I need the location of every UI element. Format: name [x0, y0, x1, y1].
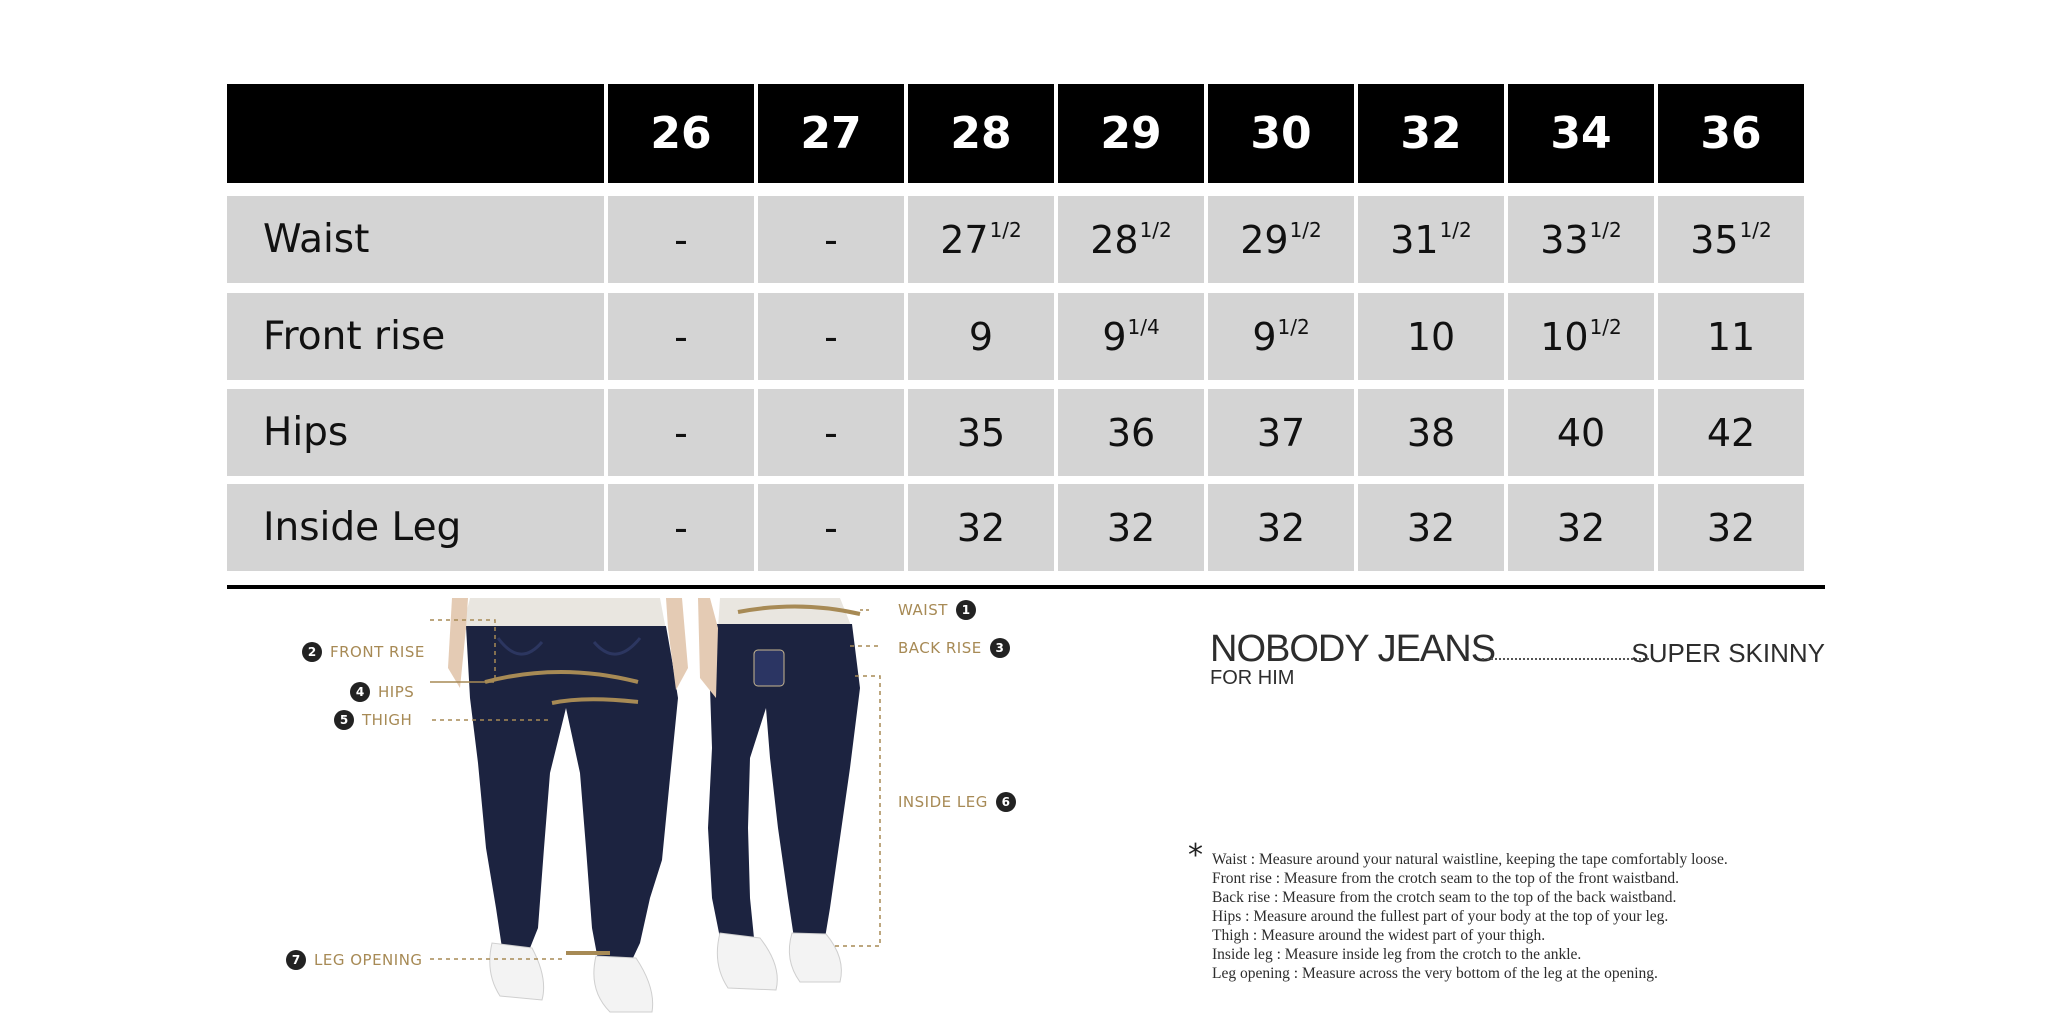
measurement-cell	[908, 389, 1054, 476]
header-blank-cell	[227, 84, 604, 183]
measurement-value: 9	[1252, 314, 1277, 359]
measurement-value: 9	[968, 314, 994, 359]
measurement-cell	[1658, 484, 1804, 571]
measurement-fraction: 1/4	[1127, 314, 1160, 339]
note-line: Back rise : Measure from the crotch seam to the top of the back waistband.	[1212, 889, 1677, 906]
callout-inside-leg	[898, 792, 1024, 812]
note-line: Waist : Measure around your natural waistline, keeping the tape comfortably loose.	[1212, 851, 1728, 868]
measurement-value: 36	[1106, 410, 1156, 455]
measurement-value: 32	[956, 505, 1006, 550]
measurement-cell	[608, 293, 754, 380]
callout-back-rise	[898, 638, 1018, 658]
measurement-value: 32	[1106, 505, 1156, 550]
measurement-value: 10	[1406, 314, 1456, 359]
row-label: Waist	[227, 196, 604, 283]
dotted-leader	[1482, 658, 1649, 660]
callout-label: LEG OPENING	[314, 951, 423, 969]
callout-number-badge: 2	[302, 642, 322, 662]
measurement-fraction: 1/2	[1739, 217, 1772, 242]
measurement-cell	[908, 484, 1054, 571]
measurement-value: 11	[1706, 314, 1756, 359]
measurement-fraction: 1/2	[989, 217, 1022, 242]
callout-hips	[342, 682, 414, 702]
measurement-cell	[1358, 389, 1504, 476]
measurement-fraction: 1/2	[1289, 217, 1322, 242]
row-label: Front rise	[227, 293, 604, 380]
measurement-value: 31	[1390, 217, 1439, 262]
callout-leg-opening	[278, 950, 423, 970]
measurement-cell	[1208, 389, 1354, 476]
measurement-fraction: 1/2	[1589, 314, 1622, 339]
measurement-value: -	[674, 410, 688, 455]
measurement-value: -	[674, 505, 688, 550]
asterisk-icon: *	[1188, 838, 1203, 873]
callout-label: FRONT RISE	[330, 643, 425, 661]
measurement-cell	[1058, 196, 1204, 283]
front-view-figure	[448, 598, 688, 1012]
callout-number-badge: 3	[990, 638, 1010, 658]
callout-label: HIPS	[378, 683, 415, 701]
measurement-value: 32	[1556, 505, 1606, 550]
measurement-cell	[1658, 196, 1804, 283]
size-header: 26	[608, 84, 754, 183]
measurement-cell	[1058, 484, 1204, 571]
size-header: 34	[1508, 84, 1654, 183]
note-line: Leg opening : Measure across the very bottom of the leg at the opening.	[1212, 965, 1658, 982]
brand-name: NOBODY JEANS	[1210, 628, 1496, 670]
measurement-value: 32	[1256, 505, 1306, 550]
measurement-value: 38	[1406, 410, 1456, 455]
measurement-cell	[1058, 293, 1204, 380]
notes-list	[1212, 850, 1848, 983]
measurement-value: 9	[1102, 314, 1127, 359]
measurement-value: 32	[1706, 505, 1756, 550]
measurement-cell	[1358, 196, 1504, 283]
measurement-value: 37	[1256, 410, 1306, 455]
callout-number-badge: 6	[996, 792, 1016, 812]
note-line: Inside leg : Measure inside leg from the crotch to the ankle.	[1212, 946, 1582, 963]
measurement-fraction: 1/2	[1589, 217, 1622, 242]
size-header: 32	[1358, 84, 1504, 183]
measurement-value: 33	[1540, 217, 1589, 262]
measurement-cell	[1208, 484, 1354, 571]
measurement-cell	[1208, 293, 1354, 380]
measurement-cell	[1058, 389, 1204, 476]
callout-label: BACK RISE	[898, 639, 982, 657]
measurement-fraction: 1/2	[1139, 217, 1172, 242]
row-label: Inside Leg	[227, 484, 604, 571]
callout-number-badge: 1	[956, 600, 976, 620]
brand-subtitle: FOR HIM	[1210, 667, 1295, 689]
callout-front-rise	[294, 642, 425, 662]
callout-thigh	[326, 710, 412, 730]
measurement-value: 32	[1406, 505, 1456, 550]
measurement-cell	[1358, 484, 1504, 571]
callout-number-badge: 4	[350, 682, 370, 702]
measurement-cell	[1508, 484, 1654, 571]
measurement-value: 27	[940, 217, 989, 262]
measurement-cell	[1508, 389, 1654, 476]
measurement-cell	[1508, 293, 1654, 380]
size-header: 29	[1058, 84, 1204, 183]
fit-name: SUPER SKINNY	[1631, 638, 1825, 668]
callout-number-badge: 5	[334, 710, 354, 730]
measurement-cell	[1508, 196, 1654, 283]
measurement-cell	[608, 196, 754, 283]
brand-block	[1210, 628, 1825, 690]
measurement-value: 35	[956, 410, 1006, 455]
measurement-cell	[758, 484, 904, 571]
measurement-cell	[1358, 293, 1504, 380]
back-view-figure	[698, 598, 860, 990]
callout-waist	[898, 600, 984, 620]
size-header: 28	[908, 84, 1054, 183]
measurement-value: -	[824, 410, 838, 455]
measurement-cell	[1658, 389, 1804, 476]
measurement-cell	[908, 196, 1054, 283]
note-line: Front rise : Measure from the crotch seam to the top of the front waistband.	[1212, 870, 1680, 887]
table-divider	[227, 585, 1825, 589]
measurement-value: -	[674, 314, 688, 359]
measurement-value: 28	[1090, 217, 1139, 262]
measurement-fraction: 1/2	[1439, 217, 1472, 242]
measurement-cell	[1208, 196, 1354, 283]
measurement-notes	[1188, 838, 1848, 983]
callout-number-badge: 7	[286, 950, 306, 970]
measurement-cell	[758, 196, 904, 283]
measurement-value: -	[824, 217, 838, 262]
row-label: Hips	[227, 389, 604, 476]
note-line: Thigh : Measure around the widest part of your thigh.	[1212, 927, 1546, 944]
measurement-value: 40	[1556, 410, 1606, 455]
measurement-cell	[758, 389, 904, 476]
measurement-cell	[758, 293, 904, 380]
measurement-value: -	[824, 505, 838, 550]
measurement-cell	[608, 484, 754, 571]
measurement-value: -	[824, 314, 838, 359]
size-header: 27	[758, 84, 904, 183]
size-header: 30	[1208, 84, 1354, 183]
measurement-cell	[1658, 293, 1804, 380]
measurement-value: 29	[1240, 217, 1289, 262]
note-line: Hips : Measure around the fullest part of your body at the top of your leg.	[1212, 908, 1669, 925]
size-header: 36	[1658, 84, 1804, 183]
callout-label: WAIST	[898, 601, 948, 619]
measurement-value: 10	[1540, 314, 1589, 359]
measurement-cell	[608, 389, 754, 476]
measurement-value: 35	[1690, 217, 1739, 262]
measurement-cell	[908, 293, 1054, 380]
measurement-value: -	[674, 217, 688, 262]
measurement-value: 42	[1706, 410, 1756, 455]
callout-label: THIGH	[362, 711, 413, 729]
callout-label: INSIDE LEG	[898, 793, 988, 811]
measurement-fraction: 1/2	[1277, 314, 1310, 339]
